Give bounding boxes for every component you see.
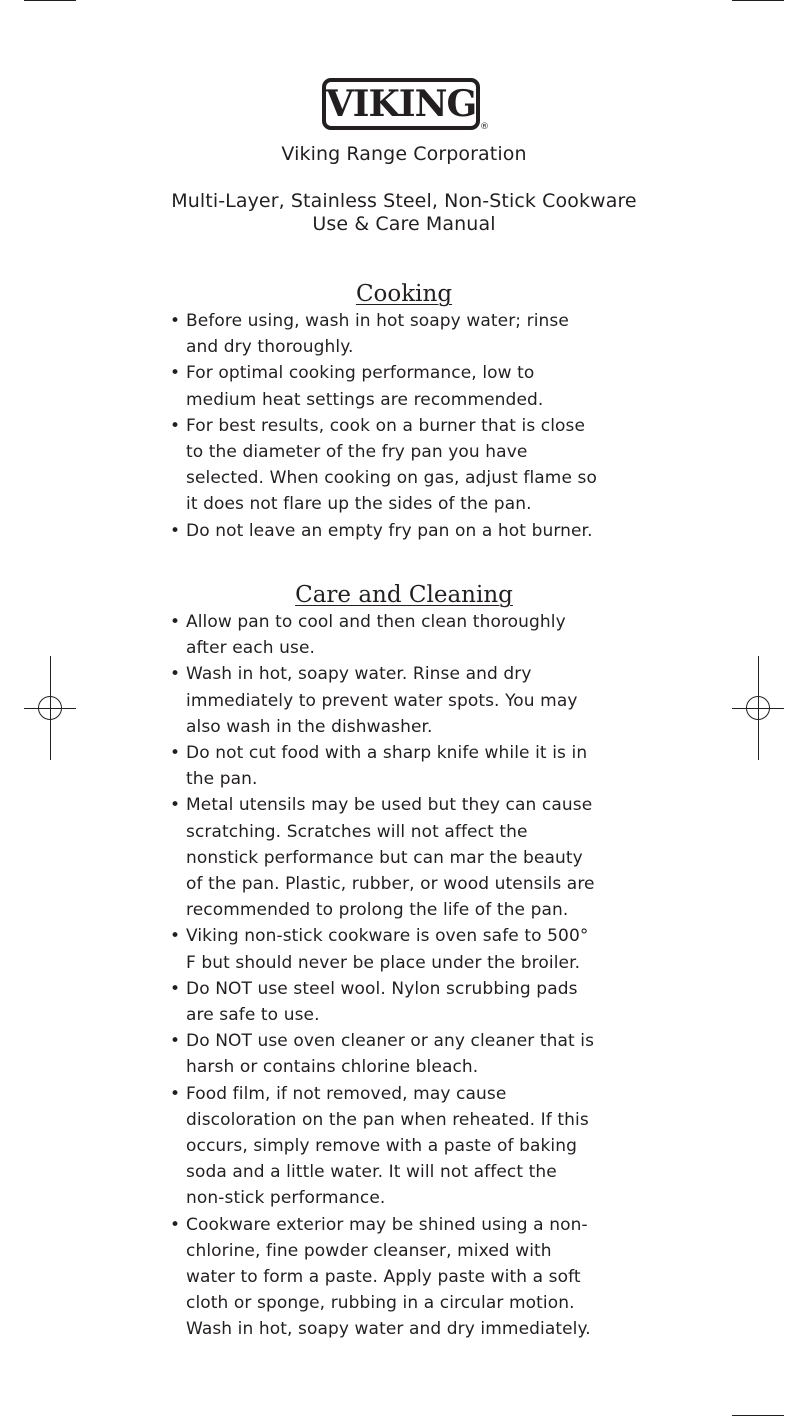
care-item-9: • Cookware exterior may be shined using a non-chlorine, fine powder cleanser, mixed with water to form a paste. Apply paste with a soft cloth or sponge, rubbing in a circular motion. Wash in hot, soapy water and dry immediately.: [170, 1212, 600, 1343]
crop-mark-bottom-right: [732, 1415, 784, 1416]
company-name: Viking Range Corporation: [281, 143, 527, 165]
registered-trademark-mark: ®: [480, 122, 489, 132]
viking-logo: [322, 78, 480, 130]
crop-mark-top-left: [24, 0, 76, 1]
registration-mark-left-circle: [38, 696, 62, 720]
crop-mark-top-right: [732, 0, 784, 1]
registration-mark-right-circle: [746, 696, 770, 720]
manual-title-line-1: Multi-Layer, Stainless Steel, Non-Stick Cookware: [171, 190, 637, 212]
manual-title-line-2: Use & Care Manual: [312, 213, 496, 235]
cooking-item-2: • For optimal cooking performance, low to medium heat settings are recommended.: [170, 360, 600, 412]
care-item-5: • Viking non-stick cookware is oven safe to 500° F but should never be place under the broiler.: [170, 923, 600, 975]
care-item-2: • Wash in hot, soapy water. Rinse and dry immediately to prevent water spots. You may also wash in the dishwasher.: [170, 661, 600, 740]
cooking-item-4: • Do not leave an empty fry pan on a hot burner.: [170, 518, 600, 544]
care-and-cleaning-heading: Care and Cleaning: [295, 582, 513, 608]
care-item-4: • Metal utensils may be used but they can cause scratching. Scratches will not affect the nonstick performance but can mar the beauty of the pan. Plastic, rubber, or wood utensils are recommended to prolong the life of the pan.: [170, 792, 600, 923]
care-item-1: • Allow pan to cool and then clean thoroughly after each use.: [170, 609, 600, 661]
cooking-list: [170, 308, 600, 544]
cooking-item-3: • For best results, cook on a burner that is close to the diameter of the fry pan you have selected. When cooking on gas, adjust flame so it does not flare up the sides of the pan.: [170, 413, 600, 518]
viking-logo-text: VIKING: [325, 83, 477, 125]
care-item-3: • Do not cut food with a sharp knife while it is in the pan.: [170, 740, 600, 792]
care-item-8: • Food film, if not removed, may cause discoloration on the pan when reheated. If this occurs, simply remove with a paste of baking soda and a little water. It will not affect the non-stick performance.: [170, 1081, 600, 1212]
care-item-7: • Do NOT use oven cleaner or any cleaner that is harsh or contains chlorine bleach.: [170, 1028, 600, 1080]
cooking-item-1: • Before using, wash in hot soapy water; rinse and dry thoroughly.: [170, 308, 600, 360]
care-item-6: • Do NOT use steel wool. Nylon scrubbing pads are safe to use.: [170, 976, 600, 1028]
cooking-heading: Cooking: [355, 281, 453, 307]
care-and-cleaning-list: [170, 609, 600, 1343]
